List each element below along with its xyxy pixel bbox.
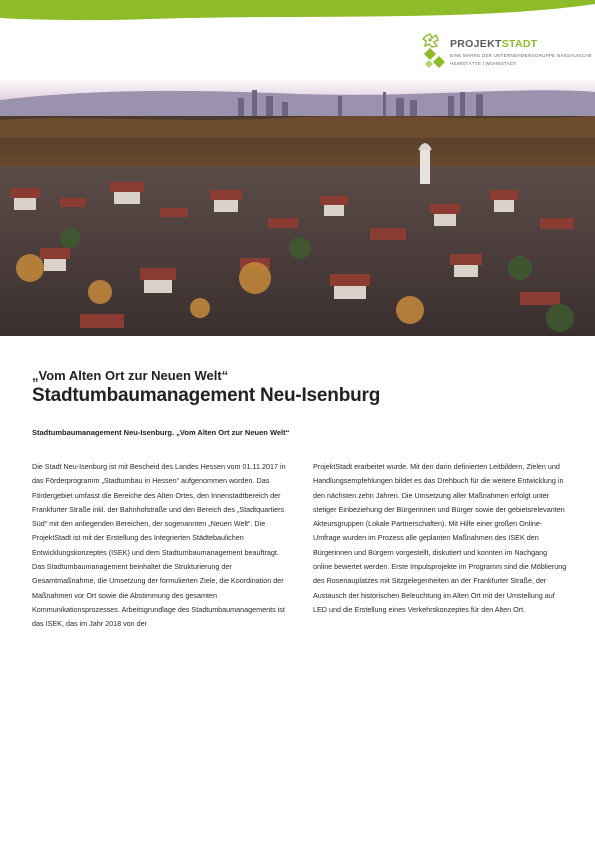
header-wave-band (0, 0, 595, 24)
projektstadt-logo (420, 32, 590, 74)
body-column-right: ProjektStadt erarbeitet wurde. Mit den darin definierten Leitbildern, Zielen und Handlungsempfehlungen bildet es das Drehbuch für die weitere Entwicklung in den nächsten zehn Jahren. Die Umsetzung aller Maßnahmen erfolgt unter stetiger Einbeziehung der Bürgerinnen und Bürger sowie der gebietsrelevanten Akteursgruppen (Lokale Partnerschaften). Mit Hilfe einer großen Online-Umfrage wurden im Prozess alle geplanten Maßnahmen des ISEK den Bürgerinnen und Bürgern vorgestellt, diskutiert und konnten im Nachgang online bewertet werden. Erste Impulsprojekte im Programm sind die Möblierung des Rosenauplatzes mit Sitzgelegenheiten an der Frankfurter Straße, der Austausch der historischen Beleuchtung im Alten Ort mit der Umstellung auf LED und die Erstellung eines Verkehrskonzeptes für den Alten Ort. (313, 462, 567, 614)
body-column-left: Die Stadt Neu-Isenburg ist mit Bescheid des Landes Hessen vom 01.11.2017 in das Förderprogramm „Stadtumbau in Hessen“ aufgenommen worden. Das Fördergebiet umfasst die Bereiche des Alten Ortes, den Innenstadtbereich der Frankfurter Straße inkl. der Bahnhofstraße und den Bereich des „Stadtquartiers Süd“ mit den anliegenden Bereichen, der sogenannten „Neuen Welt“. Die ProjektStadt ist mit der Erstellung des Integrierten Städtebaulichen Entwicklungskonzeptes (ISEK) und dem Stadtumbaumanagement beauftragt. Das Stadtumbaumanagement beinhaltet die Strukturierung der Gesamtmaßnahme, die Umsetzung der formulierten Ziele, die Koordination der Maßnahmen vor Ort sowie die Abstimmung des gesamten Kommunikationsprozesses. Arbeitsgrundlage des Stadtumbaumanagements ist das ISEK, das im Jahr 2018 von der (32, 462, 286, 629)
logo-mark-icon (420, 32, 446, 72)
city-panorama-image (0, 78, 595, 336)
heading-kicker: „Vom Alten Ort zur Neuen Welt“ (32, 368, 229, 383)
page-subtitle: Stadtumbaumanagement Neu-Isenburg. „Vom Alten Ort zur Neuen Welt“ (32, 428, 290, 437)
brand-tagline: EINE MARKE DER UNTERNEHMENSGRUPPE NASSAUISCHE HEIMSTÄTTE | WOHNSTADT (450, 53, 592, 66)
brand-name: PROJEKTSTADT (450, 38, 538, 50)
page-title: Stadtumbaumanagement Neu-Isenburg (32, 385, 381, 406)
